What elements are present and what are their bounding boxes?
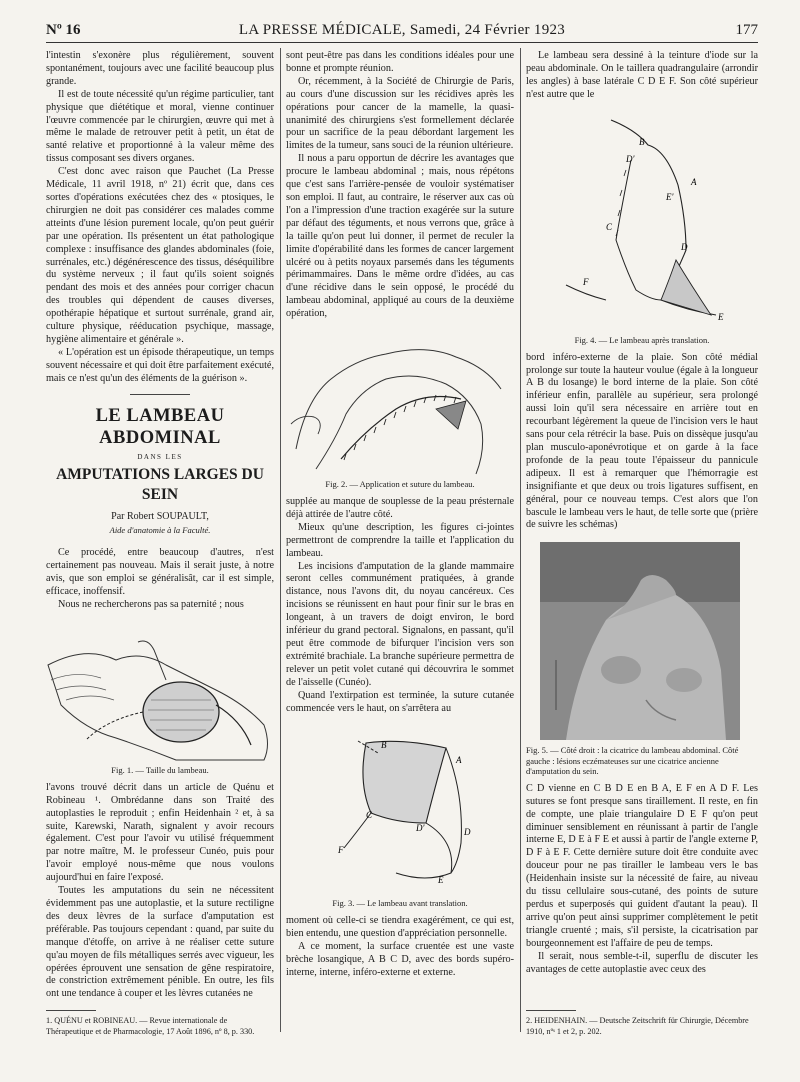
figure-4-caption: Fig. 4. — Le lambeau après translation.	[574, 334, 710, 345]
paragraph: Ce procédé, entre beaucoup d'autres, n'est certainement pas nouveau. Mais il serait juste, à notre avis, que son emploi se généralisât, car il est simple, efficace, inoffensif.	[46, 547, 274, 597]
paragraph: Mieux qu'une description, les figures ci-jointes permettront de comprendre la taille et l'application du lambeau.	[286, 521, 514, 559]
author-affiliation: Aide d'anatomie à la Faculté.	[109, 525, 211, 536]
paragraph: Le lambeau sera dessiné à la teinture d'iode sur la peau abdominale. On le taillera quadrangulaire (arrondir les angles) à base latérale C D E F. Son côté supérieur n'est autre que le	[526, 50, 758, 100]
paragraph: C'est donc avec raison que Pauchet (La Presse Médicale, 11 avril 1918, nº 21) écrit que, dans ces sortes d'opérations exécutées chez des « ptosiques, le chirurgien ne doit pas considérer ces malades comme atteints d'une lésion purement locale, qu'on peut guérir par une opération. Ils présentent un état pathologique complexe : insuffisance des glandes abdominales (foie, surrénales, etc.) dégénérescence des tissus, déséquilibre du système nerveux ; il faut qu'ils soient soignés pendant des mois et des années pour corriger chacun des troubles qui dépendent de causes diverses, opothérapie hépatique et surtout surrénale, grand air, culture physique, rééducation psychique, massage, hygiène alimentaire et générale ».	[46, 166, 274, 345]
figure-4-label: D	[681, 241, 688, 252]
paragraph: l'intestin s'exonère plus régulièrement, souvent spontanément, toujours avec une facilité beaucoup plus grande.	[46, 50, 274, 87]
figure-1	[46, 620, 274, 776]
footnote-2: 2. HEIDENHAIN. — Deutsche Zeitschrift für Chirurgie, Décembre 1910, nºˢ 1 et 2, p. 202.	[526, 1016, 749, 1036]
article-subtitle: AMPUTATIONS LARGES DU SEIN	[56, 466, 264, 504]
figure-3-label: C	[366, 810, 373, 821]
paragraph: Il nous a paru opportun de décrire les avantages que procure le lambeau abdominal ; mais, nous répétons que c'est sans l'arrière-pensée de vouloir systématiser son emploi. Il faut, au contraire, le réserver aux cas où l'on a l'impression d'une traction exagérée sur la suture par défaut des téguments, et nous verrons que, grâce à la taille qu'on peut lui donner, il permet de reculer la limite d'opérabilité dans les formes de cancer largement ulcéré ou à petits noyaux parsemés dans les téguments périmammaires. Dans le même ordre d'idées, au cas d'une récidive dans le sein opposé, le procédé du lambeau abdominal, appliqué au cours de la deuxième opération,	[286, 153, 514, 320]
figure-4-label: A	[691, 176, 697, 187]
figure-4-label: D'	[626, 153, 635, 164]
column-3	[526, 50, 758, 976]
figure-2-illustration	[286, 329, 514, 479]
figure-4-label: F	[583, 276, 589, 287]
issue-number: Nº 16	[46, 22, 81, 38]
figure-3-label: B	[381, 740, 387, 751]
figure-1-caption: Fig. 1. — Taille du lambeau.	[111, 764, 209, 775]
figure-3-label: D	[464, 827, 471, 838]
paragraph: bord inféro-externe de la plaie. Son côté médial prolonge sur toute la hauteur voulue (égale à la longueur A B du losange) le bord interne de la plaie. Son côté inférieur enfin, parallèle au supérieur, sera prolongé aussi loin qu'il sera nécessaire en arrière tout en recourbant légèrement la queue de l'incision vers le haut sans pour cela rétrécir la base. Puis on dissèque jusqu'au plan musculo-aponévrotique et on garde à la face profonde de la peau toute l'épaisseur du pannicule adipeux. Il est à remarquer que l'hémorragie est insignifiante et que deux ou trois ligatures suffisent, en général, pour ce nouveau temps. C'est alors que l'on bascule le lambeau vers le haut, de telle sorte que (prière de suivre les schémas)	[526, 351, 758, 531]
paragraph: C D vienne en C B D E en B A, E F en A D F. Les sutures se font presque sans tiraillement. Il reste, en fin de compte, une plaie triangulaire D E F qu'on peut diminuer sensiblement en réunissant à partir de l'angle interne E, D E à F E et aussi à partir de l'angle externe P, D F à E F. Cette dernière suture doit être conduite avec douceur pour ne pas tirailler le lambeau vers le bas (Heidenhain insiste sur la nécessité de faire, au niveau du tissu cellulaire sous-cutané, des points de suture perdus et superposés qui guident d'autant la peau). Il arrive qu'on peut ainsi supprimer complètement le petit triangle cruenté ; mais, s'il persiste, la cicatrisation par bourgeonnement est l'affaire de peu de temps.	[526, 782, 758, 949]
figure-3-label: A	[456, 755, 462, 766]
column-divider	[280, 48, 281, 1032]
figure-4-label: E'	[666, 191, 674, 202]
figure-4-label: E	[718, 311, 724, 322]
figure-3-label: D'	[416, 823, 425, 834]
paragraph: Les incisions d'amputation de la glande mammaire seront celles communément pratiquées, à grande distance, nous l'avons dit, du noyau cancéreux. Ces incisions se réunissent en haut pour finir sur le bras en longeant, à un travers de doigt environ, le bord inférieur du grand pectoral. Signalons, en passant, qu'il peut être commode de bifurquer l'incision vers son extrémité brachiale. La branche supérieure permettra de relever un petit volet cutané qui découvrira le sommet de l'aisselle (Cunéo).	[286, 560, 514, 688]
column-1	[46, 50, 274, 1001]
footnote-rule	[526, 1010, 576, 1011]
figure-4-label: B	[639, 136, 645, 147]
figure-4	[526, 110, 758, 346]
figure-4-illustration	[526, 110, 758, 335]
figure-2	[286, 329, 514, 490]
figure-5-caption: Fig. 5. — Côté droit : la cicatrice du lambeau abdominal. Côté gauche : lésions eczémateuses sur une cicatrice ancienne d'amputation du sein.	[526, 745, 739, 777]
paragraph: A ce moment, la surface cruentée est une vaste brèche losangique, A B C D, avec des bords supéro-interne, interne, inféro-externe et externe.	[286, 941, 514, 979]
page-number: 177	[735, 22, 758, 38]
figure-5-photo	[526, 540, 758, 745]
column-2	[286, 50, 514, 980]
footnote-1: 1. QUÉNU et ROBINEAU. — Revue internationale de Thérapeutique et de Pharmacologie, 17 Août 1896, nº 8, p. 330.	[46, 1016, 255, 1036]
figure-4-label: C	[606, 221, 613, 232]
figure-2-caption: Fig. 2. — Application et suture du lambeau.	[325, 479, 475, 490]
paragraph: l'avons trouvé décrit dans un article de Quénu et Robineau ¹. Ombrédanne dans son Traité des autoplasties le reproduit ; enfin Heidenhain ² et, à sa suite, Karewski, Narath, signalent y avoir recours également. C'est pour l'avoir vu utilisé fréquemment par notre maître, M. le professeur Cunéo, puis pour l'avoir employé nous-même que nous voulons aujourd'hui en faire l'exposé.	[46, 781, 274, 884]
figure-3-label: F	[338, 845, 344, 856]
paragraph: moment où celle-ci se tiendra exagérément, ce qui est, bien entendu, une question d'appréciation personnelle.	[286, 915, 514, 940]
figure-3-label: E	[438, 875, 444, 886]
paragraph: supplée au manque de souplesse de la peau présternale déjà attirée de l'autre côté.	[286, 496, 514, 520]
paragraph: Toutes les amputations du sein ne nécessitent évidemment pas une autoplastie, et la suture rectiligne des deux lèvres de la surface d'amputation est préférable. Pas toujours cependant : quand, par suite du manque d'étoffe, on arrive à ne réaliser cette suture qu'au moyen de fils métalliques serrés avec vigueur, les opérées éprouvent une sensation de gêne respiratoire, de constriction extrêmement pénible. En outre, les fils ont une tendance à couper et les lèvres cutanées ne	[46, 885, 274, 1000]
paragraph: Quand l'extirpation est terminée, la suture cutanée commencée vers le haut, on s'arrêtera au	[286, 689, 514, 714]
paragraph: Or, récemment, à la Société de Chirurgie de Paris, au cours d'une discussion sur les récidives après les opérations pour cancer de la mamelle, la quasi-unanimité des chirurgiens s'est formellement déclarée pour un sacrifice de la peau débordant largement les limites de la tumeur, sans souci de la réunion ultérieure.	[286, 75, 514, 152]
paragraph: Il serait, nous semble-t-il, superflu de discuter les avantages de cette autoplastie avec ceux des	[526, 950, 758, 975]
paragraph: Nous ne rechercherons pas sa paternité ; nous	[58, 598, 244, 610]
figure-3	[286, 723, 514, 909]
journal-title: LA PRESSE MÉDICALE, Samedi, 24 Février 1923	[238, 22, 566, 38]
article-title-connector: DANS LES	[137, 452, 183, 461]
paragraph: sont peut-être pas dans les conditions idéales pour une bonne et prompte réunion.	[286, 50, 514, 74]
article-byline: Par Robert SOUPAULT,	[111, 511, 209, 523]
footnote-rule	[46, 1010, 96, 1011]
paragraph: Il est de toute nécessité qu'un régime particulier, tant physique que diététique et moral, vienne continuer l'œuvre commencée par le chirurgien, œuvre qui met à même le malade de retrouver petit à petit, un état de santé relative et proportionné à la valeur même des tissus composant ses divers organes.	[46, 88, 274, 165]
figure-3-caption: Fig. 3. — Le lambeau avant translation.	[332, 898, 468, 909]
section-divider	[130, 394, 190, 395]
paragraph: « L'opération est un épisode thérapeutique, un temps souvent nécessaire et qui doit être parfaitement exécuté, mais ce n'est qu'un des éléments de la guérison ».	[46, 346, 274, 384]
figure-5	[526, 540, 758, 777]
column-divider	[520, 48, 521, 1032]
article-title: LE LAMBEAU ABDOMINAL	[95, 405, 225, 448]
figure-3-illustration	[286, 723, 514, 898]
page-header	[46, 22, 758, 43]
figure-1-illustration	[46, 620, 274, 765]
